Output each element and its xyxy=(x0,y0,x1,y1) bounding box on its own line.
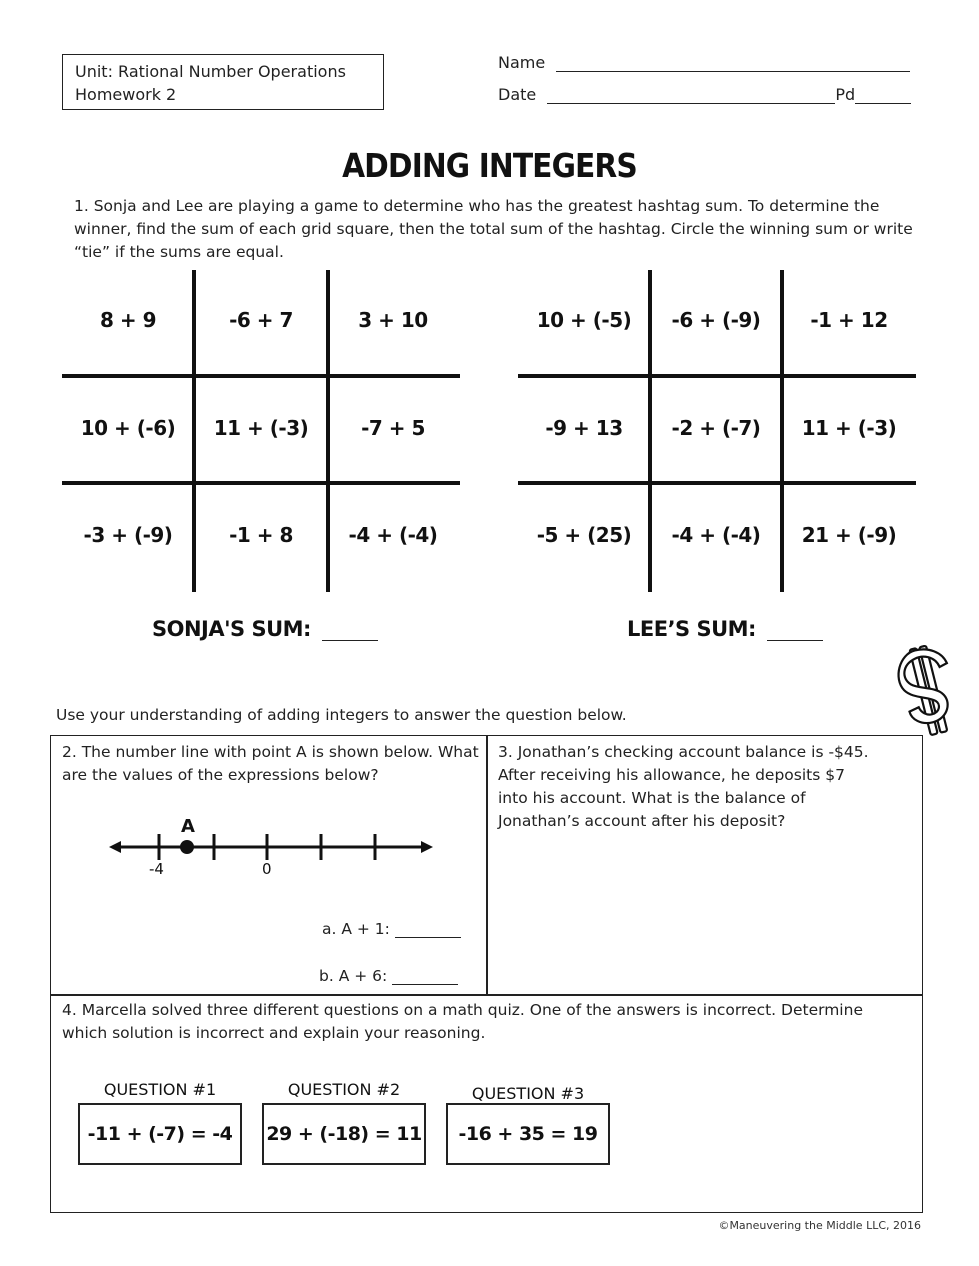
sonja-cell-6: -7 + 5 xyxy=(361,416,425,440)
q2-part-a-field[interactable] xyxy=(395,922,461,938)
unit-box xyxy=(62,54,384,110)
q2-part-b xyxy=(319,967,458,985)
instructions-text: Use your understanding of adding integers to answer the question below. xyxy=(56,706,627,724)
question-1-solution: -11 + (-7) = -4 xyxy=(78,1103,242,1165)
sonja-cell-4: 10 + (-6) xyxy=(80,416,176,440)
question-3-label: QUESTION #3 xyxy=(471,1084,585,1103)
grid-line xyxy=(62,481,460,485)
homework-label: Homework 2 xyxy=(75,85,177,104)
lee-cell-8: -4 + (-4) xyxy=(671,523,761,547)
divider xyxy=(51,994,922,996)
name-field[interactable] xyxy=(556,55,910,72)
page-title: ADDING INTEGERS xyxy=(342,146,637,185)
questions-box xyxy=(50,735,923,1213)
date-field[interactable] xyxy=(547,87,835,104)
sonja-cell-9: -4 + (-4) xyxy=(348,523,438,547)
tick-label-neg4: -4 xyxy=(149,860,164,878)
q2-part-b-label: b. A + 6: xyxy=(319,967,388,985)
q2-part-a-label: a. A + 1: xyxy=(322,920,390,938)
lee-cell-9: 21 + (-9) xyxy=(801,523,897,547)
right-arrow-icon xyxy=(421,841,433,853)
sonja-cell-3: 3 + 10 xyxy=(358,308,428,332)
left-arrow-icon xyxy=(109,841,121,853)
name-label: Name xyxy=(498,53,546,72)
grid-line xyxy=(518,481,916,485)
grid-line xyxy=(62,374,460,378)
lee-cell-6: 11 + (-3) xyxy=(801,416,897,440)
question-2-label: QUESTION #2 xyxy=(287,1080,401,1099)
q2-part-a xyxy=(322,920,461,938)
pd-label: Pd xyxy=(835,85,856,104)
lee-cell-4: -9 + 13 xyxy=(545,416,623,440)
lee-cell-7: -5 + (25) xyxy=(536,523,632,547)
unit-title: Unit: Rational Number Operations xyxy=(75,62,346,81)
sonja-cell-8: -1 + 8 xyxy=(229,523,293,547)
date-row xyxy=(498,85,911,104)
question-2-solution: 29 + (-18) = 11 xyxy=(262,1103,426,1165)
q1-text: 1. Sonja and Lee are playing a game to determine who has the greatest hashtag sum. To determine the winner, find the sum of each grid square, then the total sum of the hashtag. Circle the winning sum or write “tie” if the sums are equal. xyxy=(74,197,913,261)
sonja-cell-2: -6 + 7 xyxy=(229,308,293,332)
sonja-cell-7: -3 + (-9) xyxy=(83,523,173,547)
date-label: Date xyxy=(498,85,537,104)
lee-cell-1: 10 + (-5) xyxy=(536,308,632,332)
point-a-label: A xyxy=(181,816,195,837)
lee-cell-3: -1 + 12 xyxy=(810,308,888,332)
pd-field[interactable] xyxy=(855,87,911,104)
question-3-solution: -16 + 35 = 19 xyxy=(446,1103,610,1165)
sonja-sum-field[interactable] xyxy=(322,622,378,641)
lee-sum-field[interactable] xyxy=(767,622,823,641)
sonja-sum-row xyxy=(152,617,378,641)
divider xyxy=(486,736,488,995)
grid-line xyxy=(518,374,916,378)
q2-text: 2. The number line with point A is shown below. What are the values of the expressions below? xyxy=(62,743,479,784)
sonja-cell-1: 8 + 9 xyxy=(99,308,156,332)
q3-text: 3. Jonathan’s checking account balance is -$45. After receiving his allowance, he deposits $7 into his account. What is the balance of Jonathan’s account after his deposit? xyxy=(498,743,869,830)
lee-cell-5: -2 + (-7) xyxy=(671,416,761,440)
lee-cell-2: -6 + (-9) xyxy=(671,308,761,332)
lee-sum-row xyxy=(627,617,823,641)
lee-sum-label: LEE’S SUM: xyxy=(627,617,756,641)
question-1-label: QUESTION #1 xyxy=(103,1080,217,1099)
point-a-dot xyxy=(180,840,194,854)
tick-label-0: 0 xyxy=(262,860,272,878)
q4-text: 4. Marcella solved three different questions on a math quiz. One of the answers is incorrect. Determine which solution is incorrect and explain your reasoning. xyxy=(62,1001,863,1042)
sonja-cell-5: 11 + (-3) xyxy=(213,416,309,440)
sonja-sum-label: SONJA'S SUM: xyxy=(152,617,311,641)
dollar-sign-icon xyxy=(893,643,959,739)
copyright-footer: ©Maneuvering the Middle LLC, 2016 xyxy=(718,1219,921,1232)
name-row xyxy=(498,53,910,72)
q2-part-b-field[interactable] xyxy=(392,969,458,985)
